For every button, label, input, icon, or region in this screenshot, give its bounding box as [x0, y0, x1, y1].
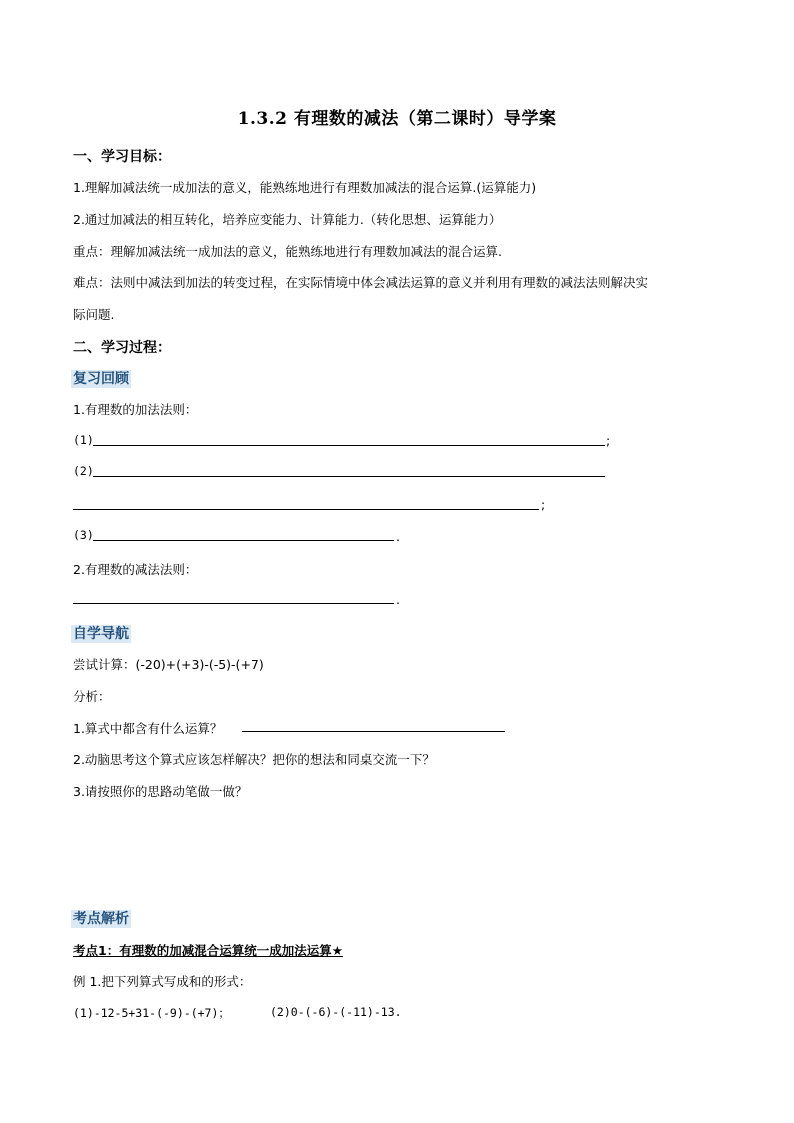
blank-end-1: ;: [606, 433, 611, 448]
analysis-q2: 2.动脑思考这个算式应该怎样解决？把你的想法和同桌交流一下？: [73, 752, 435, 767]
difficulty-line-1: 难点：法则中减法到加法的转变过程，在实际情境中体会减法运算的意义并利用有理数的减法法则解决实: [73, 275, 649, 290]
blank-line-analysis[interactable]: [242, 731, 505, 732]
blank-end-subtraction: .: [396, 592, 400, 607]
page-title: 1.3.2 有理数的减法（第二课时）导学案: [237, 109, 557, 129]
selfstudy-highlight: 自学导航: [73, 626, 129, 642]
blank-line-subtraction[interactable]: [73, 603, 394, 604]
exam-highlight: 考点解析: [73, 911, 129, 927]
exam-point-1: 考点1：有理数的加减混合运算统一成加法运算★: [73, 943, 343, 958]
addition-rule-question: 1.有理数的加法法则：: [73, 402, 198, 417]
label-exam: [71, 908, 131, 928]
difficulty-line-2: 际问题.: [73, 307, 115, 322]
example-1-part-1: (1)-12-5+31-(-9)-(+7)；: [73, 1006, 230, 1020]
analysis-q3: 3.请按照你的思路动笔做一做？: [73, 784, 248, 799]
section-heading-process: 二、学习过程：: [73, 340, 171, 356]
label-selfstudy: [71, 623, 131, 643]
blank-end-2: ;: [541, 497, 546, 512]
blank-label-3: (3): [73, 528, 94, 542]
goal-2: 2.通过加减法的相互转化，培养应变能力、计算能力.（转化思想、运算能力）: [73, 212, 502, 227]
blank-label-1: (1): [73, 433, 94, 447]
example-1-part-2: (2)0-(-6)-(-11)-13.: [270, 1005, 402, 1019]
key-point: 重点：理解加减法统一成加法的意义，能熟练地进行有理数加减法的混合运算.: [73, 244, 502, 259]
label-review: [71, 368, 131, 388]
try-calc: 尝试计算：(-20)+(+3)-(-5)-(+7): [73, 657, 264, 672]
blank-line-1[interactable]: [93, 445, 605, 446]
analysis-label: 分析：: [73, 689, 111, 704]
blank-line-3[interactable]: [93, 540, 394, 541]
blank-line-2a[interactable]: [93, 476, 605, 477]
goal-1: 1.理解加减法统一成加法的意义，能熟练地进行有理数加减法的混合运算.(运算能力): [73, 180, 537, 195]
blank-line-2b[interactable]: [73, 509, 539, 510]
review-highlight: 复习回顾: [73, 371, 129, 387]
subtraction-rule-question: 2.有理数的减法法则：: [73, 562, 198, 577]
analysis-q1: 1.算式中都含有什么运算？: [73, 721, 223, 736]
example-1-text: 例 1.把下列算式写成和的形式：: [73, 974, 252, 989]
blank-end-3: .: [396, 529, 400, 544]
section-heading-goals: 一、学习目标：: [73, 149, 171, 165]
example-1: [73, 972, 251, 990]
blank-label-2: (2): [73, 464, 94, 478]
